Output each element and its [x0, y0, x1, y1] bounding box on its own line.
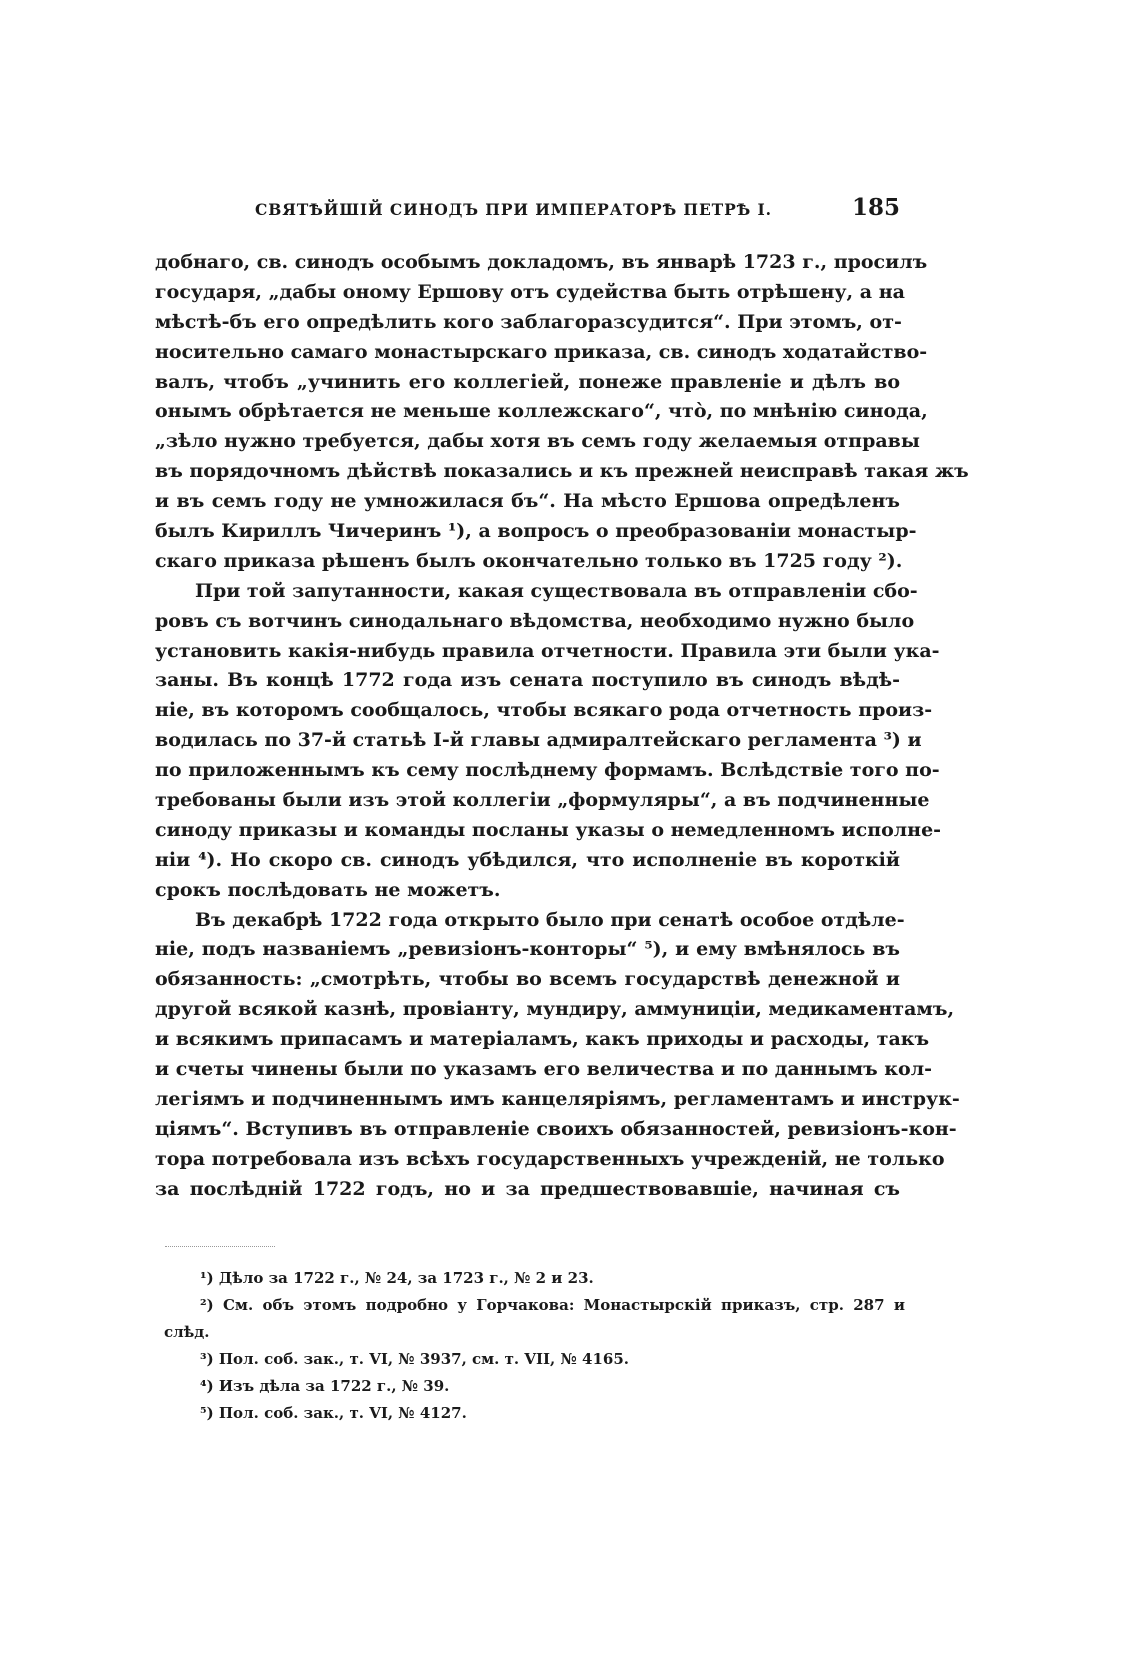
footnote-4: ⁴) Изъ дѣла за 1722 г., № 39.	[200, 1377, 450, 1395]
text-line: обязанность: „смотрѣть, чтобы во всемъ государствѣ денежной и	[155, 968, 900, 991]
text-line: по приложеннымъ къ сему послѣднему формамъ. Вслѣдствіе того по-	[155, 759, 940, 782]
text-line: ровъ съ вотчинъ синодальнаго вѣдомства, необходимо нужно было	[155, 609, 915, 632]
text-line: заны. Въ концѣ 1772 года изъ сената поступило въ синодъ вѣдѣ-	[155, 669, 900, 692]
text-line: синоду приказы и команды посланы указы о немедленномъ исполне-	[155, 818, 942, 841]
text-line: ціямъ“. Вступивъ въ отправленіе своихъ обязанностей, ревизіонъ-кон-	[155, 1117, 957, 1140]
text-line: водилась по 37-й статьѣ I-й главы адмиралтейскаго регламента ³) и	[155, 729, 922, 752]
text-line: скаго приказа рѣшенъ былъ окончательно только въ 1725 году ²).	[155, 549, 903, 572]
text-line: добнаго, св. синодъ особымъ докладомъ, въ январѣ 1723 г., просилъ	[155, 251, 928, 273]
text-line: „зѣло нужно требуется, дабы хотя въ семъ году желаемыя отправы	[155, 430, 920, 453]
text-line: ніи ⁴). Но скоро св. синодъ убѣдился, что исполненіе въ короткій	[155, 848, 900, 871]
footnotes	[164, 1265, 905, 1427]
footnote-5: ⁵) Пол. соб. зак., т. VI, № 4127.	[200, 1404, 467, 1422]
text-line: другой всякой казнѣ, провіанту, мундиру, аммуниціи, медикаментамъ,	[155, 998, 955, 1021]
text-line: за послѣдній 1722 годъ, но и за предшествовавшіе, начиная съ	[155, 1177, 900, 1200]
text-line: срокъ послѣдовать не можетъ.	[155, 878, 501, 901]
footnote-separator	[165, 1246, 275, 1247]
text-line: и счеты чинены были по указамъ его величества и по даннымъ кол-	[155, 1058, 932, 1081]
body-text	[155, 248, 969, 1205]
text-line: государя, „дабы оному Ершову отъ судейства быть отрѣшену, а на	[155, 280, 905, 303]
footnote-2: ²) См. объ этомъ подробно у Горчакова: Монастырскій приказъ, стр. 287 и	[200, 1296, 905, 1314]
paragraph-start: Въ декабрѣ 1722 года открыто было при сенатѣ особое отдѣле-	[195, 908, 905, 931]
text-line: и всякимъ припасамъ и матеріаламъ, какъ приходы и расходы, такъ	[155, 1028, 930, 1051]
text-line: установить какія-нибудь правила отчетности. Правила эти были ука-	[155, 639, 940, 662]
text-line: ніе, въ которомъ сообщалось, чтобы всякаго рода отчетность произ-	[155, 699, 933, 722]
text-line: ніе, подъ названіемъ „ревизіонъ-конторы“ ⁵), и ему вмѣнялось въ	[155, 938, 900, 961]
text-line: и въ семъ году не умножилася бъ“. На мѣсто Ершова опредѣленъ	[155, 490, 900, 513]
footnote-2-continuation: слѣд.	[164, 1323, 210, 1341]
text-line: валъ, чтобъ „учинить его коллегiей, понеже правленіе и дѣлъ во	[155, 370, 900, 393]
running-title: СВЯТѢЙШІЙ СИНОДЪ ПРИ ИМПЕРАТОРѢ ПЕТРѢ I.	[255, 200, 772, 219]
text-line: мѣстѣ-бъ его опредѣлить кого заблагоразсудится“. При этомъ, от-	[155, 310, 902, 333]
text-line: былъ Кириллъ Чичеринъ ¹), а вопросъ о преобразованіи монастыр-	[155, 520, 917, 543]
text-line: тора потребовала изъ всѣхъ государственныхъ учрежденій, не только	[155, 1147, 945, 1170]
page-header	[155, 196, 905, 230]
paragraph-start: При той запутанности, какая существовала въ отправленіи сбо-	[195, 579, 918, 602]
text-line: носительно самаго монастырскаго приказа, св. синодъ ходатайство-	[155, 340, 928, 363]
text-line: требованы были изъ этой коллегіи „формуляры“, а въ подчиненные	[155, 789, 930, 812]
footnote-1: ¹) Дѣло за 1722 г., № 24, за 1723 г., № 2 и 23.	[200, 1269, 594, 1287]
text-line: въ порядочномъ дѣйствѣ показались и къ прежней неисправѣ такая жъ	[155, 460, 969, 483]
footnote-3: ³) Пол. соб. зак., т. VI, № 3937, см. т. VII, № 4165.	[200, 1350, 629, 1368]
text-line: легіямъ и подчиненнымъ имъ канцеляріямъ, регламентамъ и инструк-	[155, 1087, 960, 1110]
text-line: онымъ обрѣтается не меньше коллежскаго“, чтò, по мнѣнію синода,	[155, 400, 928, 423]
page-number: 185	[851, 194, 900, 221]
